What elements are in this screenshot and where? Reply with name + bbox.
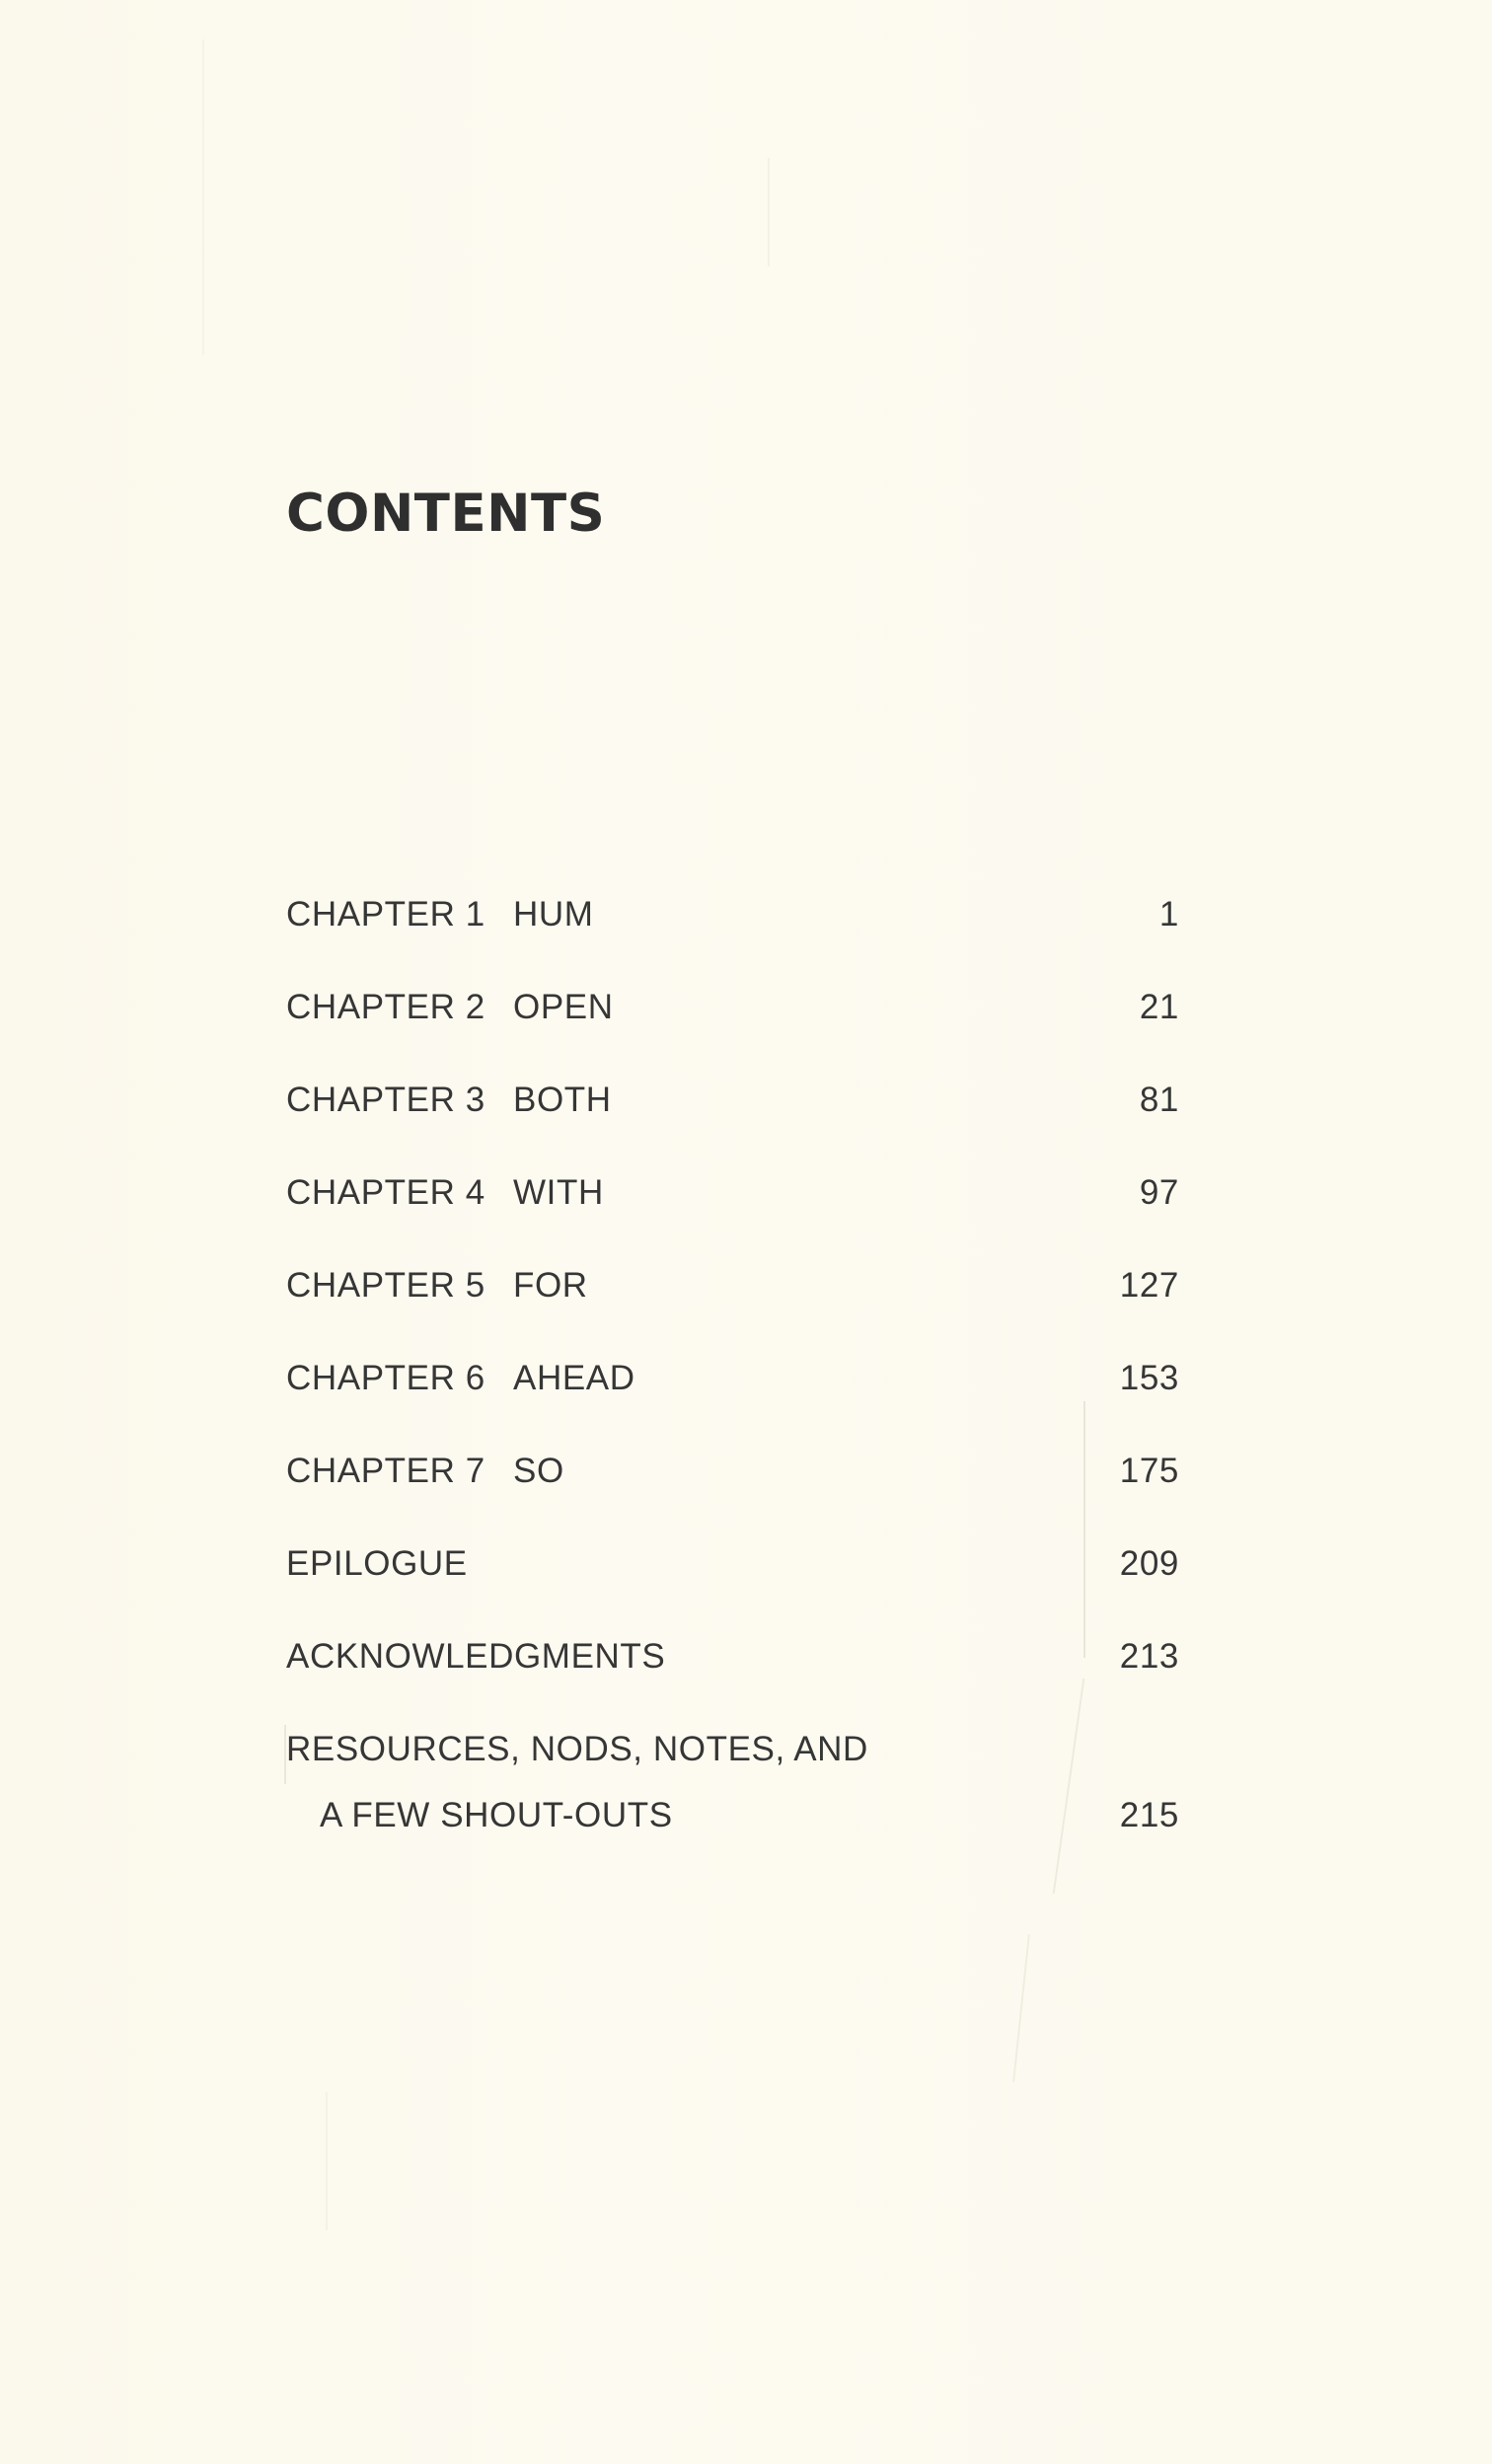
toc-section-title: RESOURCES, NODS, NOTES, AND (286, 1730, 868, 1768)
toc-entry-epilogue (286, 1542, 1179, 1635)
toc-page-number: 127 (1119, 1266, 1179, 1305)
toc-entry-acknowledgments (286, 1635, 1179, 1728)
toc-chapter-label: CHAPTER 2 (286, 988, 485, 1026)
toc-entry (286, 893, 1179, 986)
toc-entry (286, 1264, 1179, 1357)
scan-artifact (202, 39, 204, 355)
toc-chapter-title: BOTH (513, 1081, 612, 1119)
toc-page-number: 215 (1119, 1796, 1179, 1834)
page-title: CONTENTS (286, 484, 606, 544)
toc-page-number: 175 (1119, 1452, 1179, 1490)
toc-page-number: 1 (1158, 895, 1179, 933)
table-of-contents (286, 893, 1179, 1846)
scan-artifact (768, 158, 770, 266)
toc-entry-resources (286, 1728, 1179, 1846)
toc-section-title: EPILOGUE (286, 1544, 468, 1583)
toc-chapter-title: WITH (513, 1173, 604, 1212)
toc-section-title-continued: A FEW SHOUT-OUTS (320, 1796, 673, 1834)
toc-chapter-title: FOR (513, 1266, 588, 1305)
toc-page-number: 97 (1139, 1173, 1179, 1212)
toc-page-number: 209 (1119, 1544, 1179, 1583)
toc-chapter-label: CHAPTER 1 (286, 895, 485, 933)
toc-entry (286, 1171, 1179, 1264)
toc-chapter-label: CHAPTER 7 (286, 1452, 485, 1490)
toc-chapter-title: SO (513, 1452, 564, 1490)
toc-entry (286, 986, 1179, 1079)
scan-artifact (1012, 1934, 1030, 2081)
toc-page-number: 153 (1119, 1359, 1179, 1397)
toc-entry (286, 1450, 1179, 1542)
scan-artifact (326, 2092, 328, 2230)
toc-page-number: 81 (1139, 1081, 1179, 1119)
toc-chapter-title: AHEAD (513, 1359, 635, 1397)
toc-chapter-label: CHAPTER 5 (286, 1266, 485, 1305)
toc-chapter-label: CHAPTER 6 (286, 1359, 485, 1397)
toc-chapter-label: CHAPTER 3 (286, 1081, 485, 1119)
toc-page-number: 213 (1119, 1637, 1179, 1676)
toc-chapter-label: CHAPTER 4 (286, 1173, 485, 1212)
toc-entry (286, 1079, 1179, 1171)
toc-section-title: ACKNOWLEDGMENTS (286, 1637, 666, 1676)
toc-chapter-title: HUM (513, 895, 594, 933)
toc-entry (286, 1357, 1179, 1450)
toc-chapter-title: OPEN (513, 988, 614, 1026)
toc-page-number: 21 (1139, 988, 1179, 1026)
